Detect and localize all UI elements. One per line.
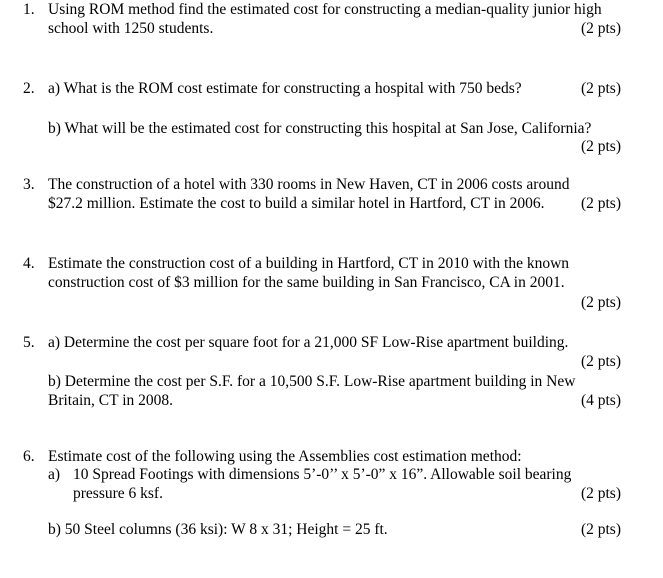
- question-3-text-line-1: The construction of a hotel with 330 rooms in New Haven, CT in 2006 costs around: [48, 176, 570, 193]
- question-6-number: 6.: [23, 448, 35, 465]
- question-1-text-line-2: school with 1250 students.: [48, 20, 214, 37]
- question-3-number: 3.: [23, 176, 35, 193]
- question-2-number: 2.: [23, 80, 35, 97]
- question-1-text-line-1: Using ROM method find the estimated cost for constructing a median-quality junior high: [48, 1, 602, 18]
- question-1-number: 1.: [23, 1, 35, 18]
- question-2b-points: (2 pts): [580, 138, 621, 155]
- question-5a-points: (2 pts): [580, 353, 621, 370]
- question-5b-text-line-2: Britain, CT in 2008.: [48, 392, 174, 409]
- question-2a-points: (2 pts): [580, 80, 621, 97]
- question-1-points: (2 pts): [580, 20, 621, 37]
- question-2b-text: b) What will be the estimated cost for constructing this hospital at San Jose, California?: [48, 120, 592, 137]
- question-6a-text-line-2: pressure 6 ksf.: [73, 485, 163, 502]
- question-5a-text: a) Determine the cost per square foot for a 21,000 SF Low-Rise apartment building.: [48, 334, 569, 351]
- question-2a-text: a) What is the ROM cost estimate for constructing a hospital with 750 beds?: [48, 80, 522, 97]
- question-4-text-line-2: construction cost of $3 million for the same building in San Francisco, CA in 2001.: [48, 274, 565, 291]
- question-5b-points: (4 pts): [580, 392, 621, 409]
- question-6a-marker: a): [48, 466, 61, 483]
- question-4-number: 4.: [23, 255, 35, 272]
- question-4-text-line-1: Estimate the construction cost of a building in Hartford, CT in 2010 with the known: [48, 255, 570, 272]
- question-6b-text: b) 50 Steel columns (36 ksi): W 8 x 31; Height = 25 ft.: [48, 521, 388, 538]
- question-3-points: (2 pts): [580, 195, 621, 212]
- question-3-text-line-2: $27.2 million. Estimate the cost to build a similar hotel in Hartford, CT in 2006.: [48, 195, 545, 212]
- question-6a-text-line-1: 10 Spread Footings with dimensions 5’-0’’ x 5’-0” x 16”. Allowable soil bearing: [73, 466, 572, 483]
- question-6a-points: (2 pts): [580, 485, 621, 502]
- question-5-number: 5.: [23, 334, 35, 351]
- question-5b-text-line-1: b) Determine the cost per S.F. for a 10,500 S.F. Low-Rise apartment building in New: [48, 373, 576, 390]
- question-6-intro: Estimate cost of the following using the Assemblies cost estimation method:: [48, 448, 522, 465]
- question-6b-points: (2 pts): [580, 521, 621, 538]
- question-4-points: (2 pts): [580, 294, 621, 311]
